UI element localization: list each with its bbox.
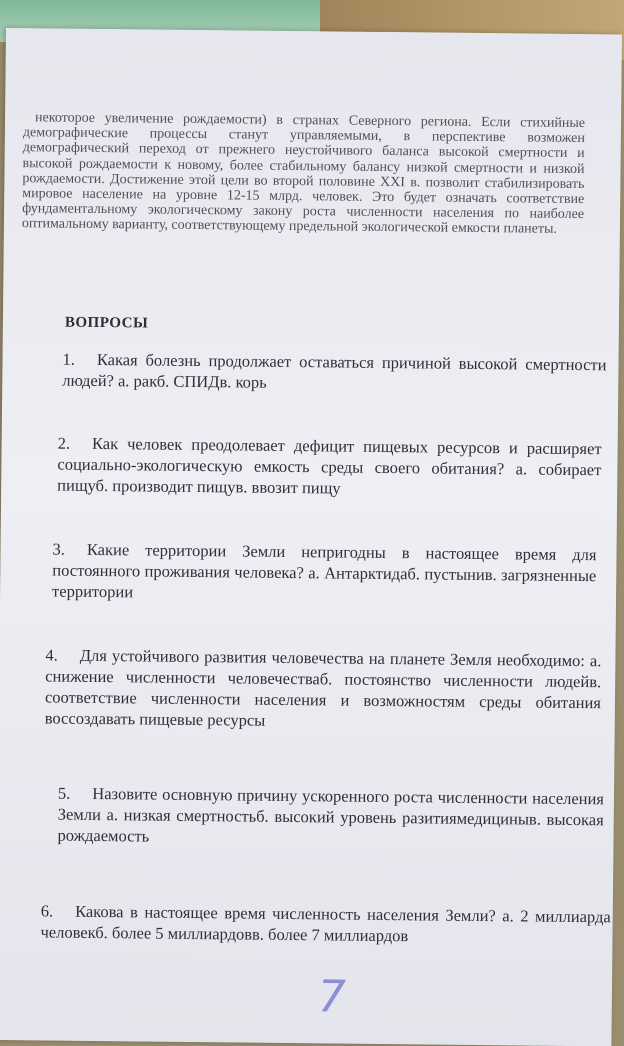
question-text: Какова в настоящее время численность населения Земли? а. 2 миллиарда человекб. более 5 миллиардовв. более 7 миллиардов: [40, 901, 611, 946]
question-2: [57, 433, 602, 502]
question-number: 1.: [62, 349, 76, 369]
question-text: Какие территории Земли непригодны в настоящее время для постоянного проживания человека? а. Антарктидаб. пустынив. загрязненные территории: [52, 539, 597, 602]
question-number: 4.: [45, 645, 58, 665]
paper-sheet: [0, 28, 622, 1046]
question-text: Для устойчивого развития человечества на планете Земля необходимо: а. снижение численности человечестваб. постоянство численности людейв. соответствие численности населения и возможностям среды обитания воссоздавать пищевые ресурсы: [44, 645, 602, 730]
handwritten-page-number: 7: [317, 971, 347, 1023]
intro-paragraph: некоторое увеличение рождаемости) в странах Северного региона. Если стихийные демографические процессы станут управляемыми, в перспективе возможен демографический переход от прежнего неустойчивого баланса высокой смертности и высокой рождаемости к новому, более стабильному балансу низкой смертности и низкой рождаемости. Достижение этой цели во второй половине XXI в. позволит стабилизировать мировое население на уровне 12-15 млрд. человек. Это будет означать соответствие фундаментальному экологическому закону роста численности населения по наиболее оптимальному варианту, соответствующему предельной экологической емкости планеты.: [21, 110, 586, 238]
questions-heading: ВОПРОСЫ: [64, 314, 149, 332]
question-text: Какая болезнь продолжает оставаться причиной высокой смертности людей? а. ракб. СПИДв. корь: [62, 349, 607, 392]
question-text: Назовите основную причину ускоренного роста численности населения Земли а. низкая смертностьб. высокий уровень разитиямедициныв. высокая рождаемость: [57, 783, 605, 846]
question-number: 3.: [52, 539, 66, 559]
question-number: 6.: [40, 901, 54, 921]
question-6: [40, 900, 610, 948]
question-4: [45, 644, 602, 734]
question-number: 2.: [57, 433, 71, 453]
question-3: [52, 539, 597, 608]
question-5: [57, 783, 604, 852]
question-text: Как человек преодолевает дефицит пищевых ресурсов и расширяет социально-экологическую емкость среды своего обитания? а. собирает пищуб. производит пищув. ввозит пищу: [57, 433, 602, 498]
question-1: [62, 349, 606, 397]
question-number: 5.: [57, 783, 71, 803]
